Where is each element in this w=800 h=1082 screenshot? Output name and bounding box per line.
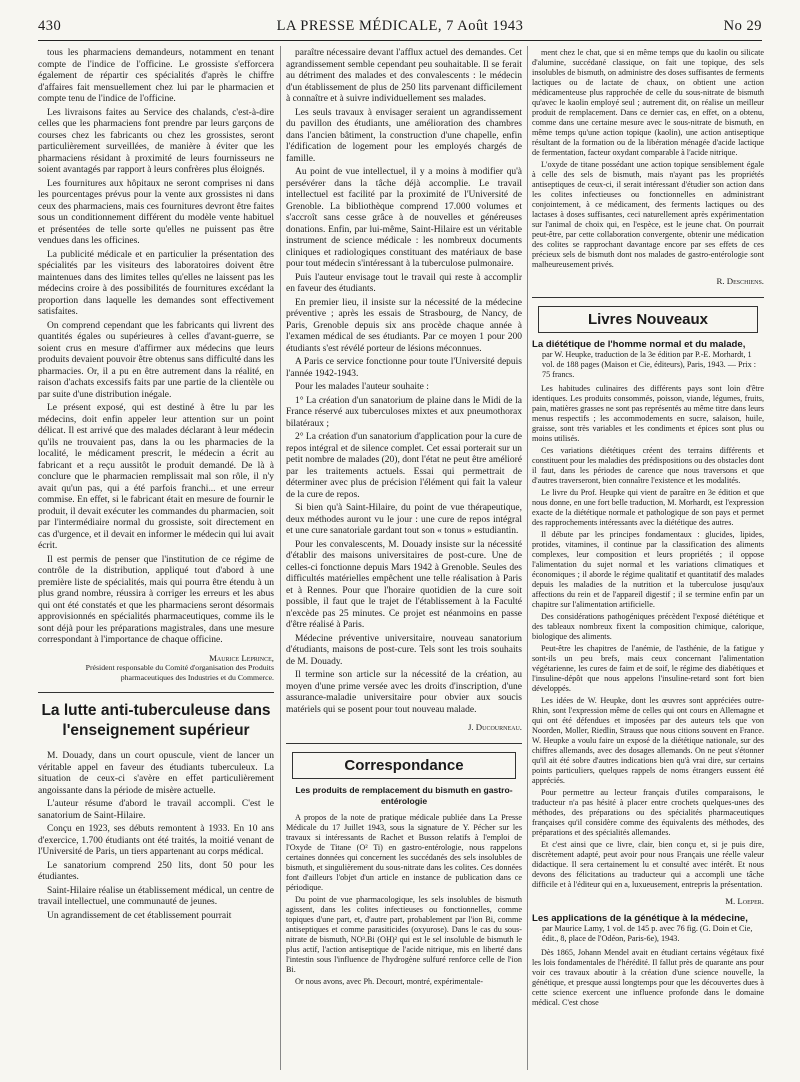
paragraph: Pour les malades l'auteur souhaite :: [295, 382, 429, 392]
paragraph: Le présent exposé, qui est destiné à être lu par les médecins, doit enfin appeler leur attention sur un point délicat. Il est arrivé que des malades déclarant à leur médecin qu'ils ne trouvaient pas, dans la ou les pharmacies de la localité, le médicament prescrit, le médecin a écrit au fabricant et a reçu aussitôt le produit demandé. De là à conclure que le pharmacien remplissait mal son rôle, il n'y avait qu'un pas, qui a été parfois franchi... et une erreur commise. En effet, si le fabricant était en mesure de fournir le produit, il devait exécuter les commandes du pharmacien, soit par l'intermédiaire normal du grossiste, soit directement en cas d'urgence, et il devait en informer le médecin qui lui avait écrit.: [38, 403, 274, 551]
article-body: [38, 751, 274, 922]
book-meta: par W. Heupke, traduction de la 3e édition par P.-E. Morhardt, 1 vol. de 188 pages (Maison et Cie, éditeurs), Paris, 1943. — Prix : 75 francs.: [542, 350, 756, 379]
paragraph: paraître nécessaire devant l'afflux actuel des demandes. Cet agrandissement semble cependant peu souhaitable. Il se ferait au détriment des malades et des convalescents : le médecin d'un établissement de plus de 250 lits parvenant difficilement à connaître et à suivre individuellement ses malades.: [286, 48, 522, 104]
section-separator: [532, 297, 764, 298]
column-1: [38, 48, 274, 1068]
running-header: [38, 18, 762, 38]
book-title: La diététique de l'homme normal et du malade,: [532, 338, 746, 350]
paragraph: Peut-être les chapitres de l'anémie, de l'asthénie, de la fatigue y sont-ils un peu brefs, mais ceux concernant l'alimentation végétarienne, les cures de faim et de soif, le régime des diabétiques et l'insuline-dépôt que nous appelons l'insuline-retard sont fort bien développés.: [532, 644, 764, 693]
article-body: [286, 813, 522, 987]
paragraph: Il débute par les principes fondamentaux : glucides, lipides, protides, vitamines, il continue par la classification des aliments complexes, leur composition et leurs propriétés ; il oppose l'alimentation du sujet normal et les variations climatiques et économiques ; il aborde le régime qualitatif et quantitatif des malades depuis les maladies de la nutrition et la tuberculose jusqu'aux affections du rein et de l'appareil digestif ; il se termine enfin par un chapitre sur l'alimentation artificielle.: [532, 530, 764, 609]
author-signature: R. Deschiens.: [716, 276, 764, 286]
paragraph: ment chez le chat, que si en même temps que du kaolin ou silicate d'alumine, succédané classique, on fait une topique, des sels insolubles de bismuth, on administre des doses suffisantes de ferments lactiques ou de lactate de chaux, on obtient une action médicamenteuse plus rapprochée de celle du sous-nitrate de bismuth qu'avec le kaolin employé seul ; autrement dit, on réalise un meilleur produit de remplacement. Dans ce dernier cas, en effet, on a obtenu, comme dans une certaine mesure avec le sous-nitrate de bismuth, en même temps qu'une action topique (kaolin), une action antiseptique résultant de la formation ou de la libération ménagée d'acide lactique de fermentation, facteur oxydant comparable à l'acide nitrique.: [532, 48, 764, 157]
paragraph: Des considérations pathogéniques précèdent l'exposé diététique et des tableaux nombreux fixent la composition chimique, calorique, biologique des aliments.: [532, 612, 764, 641]
paragraph: M. Douady, dans un court opuscule, vient de lancer un véritable appel en faveur des étudiants tuberculeux. La situation de ceux-ci s'avère en effet particulièrement angoissante dans la période de misère actuelle.: [38, 751, 274, 796]
column-3: [532, 48, 764, 1068]
paragraph: Saint-Hilaire réalise un établissement médical, un centre de travail intellectuel, une communauté de jeunes.: [38, 885, 274, 907]
paragraph: 2° La création d'un sanatorium d'application pour la cure de repos intégral et de silence complet. Cet essai porterait sur un petit nombre de malades (20), dont l'état ne peut être amélioré par les traitements actuels. Essai qui permettrait de déterminer avec plus de précision l'élément qui fait la valeur de la cure de repos.: [286, 432, 522, 500]
section-separator: [286, 743, 522, 744]
paragraph: Au point de vue intellectuel, il y a moins à modifier qu'à persévérer dans la tâche déjà accomplie. Le travail intellectuel est facilité par la proximité de l'Université de Grenoble. La bibliothèque comprend 17.000 volumes et s'accroît sans cesse grâce à de nouvelles et généreuses donations. Enfin, par lui-même, Saint-Hilaire est un véritable instrument de science médicale : les nombreux documents cliniques et radiologiques constituant des matériaux de base pour tout médecin s'intéressant à la tuberculose pulmonaire.: [286, 167, 522, 269]
paragraph: Les livraisons faites au Service des chalands, c'est-à-dire celles que les pharmaciens font prendre par leurs garçons de courses chez les fabricants ou chez les grossistes, seront particulièrement surveillées, de manière à éviter que les pharmaciens résidant à proximité de leurs fournisseurs ne soient avantagés par rapport à leurs confrères plus éloignés.: [38, 107, 274, 175]
paragraph: L'auteur résume d'abord le travail accompli. C'est le sanatorium de Saint-Hilaire.: [38, 799, 274, 821]
section-title: Correspondance: [292, 752, 516, 779]
book-meta: par Maurice Lamy, 1 vol. de 145 p. avec 76 fig. (G. Doin et Cie, édit., 8, place de l'Odéon, Paris-6e), 1943.: [542, 924, 753, 943]
paragraph: Médecine préventive universitaire, nouveau sanatorium d'étudiants, maisons de post-cure. Tels sont les trois souhaits de M. Douady.: [286, 633, 522, 667]
column-2: [286, 48, 522, 1068]
paragraph: En premier lieu, il insiste sur la nécessité de la médecine préventive ; après les essais de Strasbourg, de Nancy, de Paris, Grenoble depuis six ans procède chaque année à l'examen médical de ses étudiants. Par ce moyen 1 pour 200 étudiants s'est révélé porteur de lésions méconnues.: [286, 297, 522, 354]
book-title: Les applications de la génétique à la médecine,: [532, 912, 748, 924]
paragraph: Le livre du Prof. Heupke qui vient de paraître en 3e édition et que nous donne, en une fort belle traduction, M. Morhardt, est l'expression exacte de la diététique normale et pathologique de son pays et permet des rapprochements intéressants avec la diététique des autres.: [532, 488, 764, 527]
review-body: [532, 948, 764, 1008]
paragraph: Puis l'auteur envisage tout le travail qui reste à accomplir en faveur des étudiants.: [286, 272, 522, 294]
issue-number: No 29: [723, 18, 762, 34]
section-title: Livres Nouveaux: [538, 306, 758, 333]
column-divider: [280, 46, 281, 1070]
article-subtitle: Les produits de remplacement du bismuth en gastro-entérologie: [295, 784, 513, 806]
column-divider: [527, 46, 528, 1070]
paragraph: Pour les convalescents, M. Douady insiste sur la nécessité d'établir des maisons universitaires de post-cure. Une de celles-ci fonctionne depuis Mars 1942 à Grenoble. Seules des difficultés matérielles empêchent une telle réalisation à Paris et à Rennes. Pour que l'horaire quotidien de la cure soit possible, il faut que le trajet de l'établissement à la Faculté n'excède pas 25 minutes. Ce projet est néanmoins en passe d'être réalisé à Paris.: [286, 539, 522, 630]
paragraph: Or nous avons, avec Ph. Decourt, montré, expérimentale-: [295, 976, 484, 986]
section-separator: [38, 692, 274, 693]
article-body: [286, 48, 522, 716]
paragraph: 1° La création d'un sanatorium de plaine dans le Midi de la France réservé aux tuberculoses mixtes et aux pneumothorax bilatéraux ;: [286, 395, 522, 429]
paragraph: L'oxyde de titane possédant une action topique sensiblement égale à celle des sels de bismuth, mais n'ayant pas les propriétés antiseptiques de ceux-ci, il serait intéressant d'étudier son action dans les colites infectieuses ou fonctionnelles en administrant conjointement, à ce médicament, des ferments lactiques ou des lactases à doses suffisantes, ceci naturellement après expérimentation sur l'animal de choix qui, en l'espèce, est le jeune chat. On pourrait peut-être, par cette collaboration convergente, obtenir une médication des colites se rapprochant davantage encore par ses effets de ces précieux sels de bismuth dont nos malades de gastro-entérologie sont malheureusement privés.: [532, 160, 764, 269]
paragraph: Du point de vue pharmacologique, les sels insolubles de bismuth agissent, dans les colites infectieuses ou fonctionnelles, comme topiques d'une part, et, d'autre part, probablement par l'ion Bi, comme antiseptiques et comme parasiticides (oxyurose). Dans le cas du sous-nitrate de bismuth, NO³.Bi (OH)² qui est le sel insoluble de bismuth le plus actif, l'action antiseptique de l'acide nitrique, mis en liberté dans l'intestin sous l'influence de l'hydrogène sulfuré renforce celle de l'ion Bi.: [286, 894, 522, 974]
paragraph: tous les pharmaciens demandeurs, notamment en tenant compte de l'indice de l'officine. Le grossiste s'efforcera également de répartir ces spécialités d'après le chiffre d'affaires fait mensuellement chez lui par le pharmacien et compte tenu de l'indice de l'officine.: [38, 48, 274, 104]
paragraph: Et c'est ainsi que ce livre, clair, bien conçu et, si je puis dire, discrètement adapté, peut avoir pour nous Français une réelle valeur didactique. Il sera certainement lu et consulté avec intérêt. Et nous devons des félicitations au traducteur qui a accompli une tâche difficile et à l'éditeur qui en a, luxueusement, entrepris la présentation.: [532, 840, 764, 889]
paragraph: Il termine son article sur la nécessité de la création, au moyen d'une prime versée avec les droits d'inscription, d'une assurance-maladie universitaire pour obvier aux soucis matériels qui se posent pour tout nouveau malade.: [286, 670, 522, 715]
article-body: [38, 48, 274, 647]
review-body: [532, 384, 764, 890]
paragraph: Les idées de W. Heupke, dont les œuvres sont appréciées outre-Rhin, sont l'expression même de celles qui ont cours en Allemagne et qui ont été défendues et imposées par des auteurs tels que von Noorden, Moller, Riedlin, Strauss que nous citions souvent en France. W. Heupke a voulu faire un exposé de la diététique nationale, sur des chiffres allemands, avec des dosages allemands. On ne peut s'étonner qu'il ait été sobre d'autres indications bien qu'à vrai dire, sur certains points particuliers, quelques rappels de noms étrangers eussent été appréciés.: [532, 696, 764, 785]
author-signature: M. Loeper.: [725, 896, 764, 906]
journal-title: LA PRESSE MÉDICALE, 7 Août 1943: [276, 18, 524, 34]
author-signature: Maurice Leprince,: [209, 652, 274, 663]
paragraph: A Paris ce service fonctionne pour toute l'Université depuis l'année 1942-1943.: [286, 357, 522, 379]
paragraph: Si bien qu'à Saint-Hilaire, du point de vue thérapeutique, deux méthodes auront vu le jour : une cure de repos intégral et une cure sanatoriale gardant tout son « tonus » estudiantin.: [286, 503, 522, 536]
paragraph: On comprend cependant que les fabricants qui livrent des quantités égales ou supérieures à celles d'avant-guerre, se soient crus en mesure d'affirmer aux médecins que leurs produits devaient pouvoir être obtenus sans difficulté dans les pharmacies. Or, il a pu en être autrement dans la réalité, en raison d'achats excessifs faits par une partie de la clientèle ou par suite d'une distribution inégale.: [38, 320, 274, 400]
header-rule: [38, 40, 762, 41]
paragraph: Ces variations diététiques créent des terrains différents et constituent pour les maladies des prédispositions ou des obstacles dont il faut, dans les périodes de carence que nous traversons et que d'autres traverseront, bien connaître l'existence et les modalités.: [532, 446, 764, 485]
page-number: 430: [38, 18, 62, 34]
paragraph: Il est permis de penser que l'institution de ce régime de contrôle de la distribution, appliqué tout d'abord à une première liste de spécialités, mais qui pourra être étendu à un plus grand nombre, réussira à corriger les erreurs et les abus qui ont été constatés et que les pharmaciens seront désormais approvisionnés en spécialités pharmaceutiques, comme ils le sont déjà pour les préparations magistrales, dans une mesure correspondant à l'importance de chaque officine.: [38, 554, 274, 645]
author-signature: J. Ducourneau.: [467, 722, 522, 732]
paragraph: Le sanatorium comprend 250 lits, dont 50 pour les étudiantes.: [38, 860, 274, 882]
paragraph: Pour permettre au lecteur français d'utiles comparaisons, le traducteur n'a pas hésité à placer entre crochets quelques-unes des méthodes, des préparations ou des spécialités pharmaceutiques françaises qu'il considère comme des équivalents des méthodes, des préparations et des spécialités allemandes.: [532, 788, 764, 837]
paragraph: A propos de la note de pratique médicale publiée dans La Presse Médicale du 17 Juillet 1943, sous la signature de Y. Pécher sur les travaux si intéressants de Rachet et Busson relatifs à l'emploi de l'Oxyde de Titane (O² Ti) en gastro-entérologie, nous rappelons certaines données qui concernent les succédanés des sels insolubles de bismuth, et singulièrement du sous-nitrate dans les colites. Ces données font d'ailleurs l'objet d'un article en instance de publication dans ce périodique.: [286, 812, 522, 892]
article-body: [532, 48, 764, 270]
article-title: La lutte anti-tuberculeuse dans l'enseignement supérieur: [41, 702, 271, 739]
author-role: Président responsable du Comité d'organisation des Produits pharmaceutiques des Industries et du Commerce.: [85, 663, 274, 682]
paragraph: Les seuls travaux à envisager seraient un agrandissement du pavillon des étudiants, une amélioration des chambres dans l'ancien bâtiment, la construction d'une chapelle, enfin l'édification de logement pour les employés chargés de famille.: [286, 107, 522, 164]
paragraph: Un agrandissement de cet établissement pourrait: [47, 910, 232, 921]
paragraph: La publicité médicale et en particulier la présentation des spécialités par les visiteurs des laboratoires doivent être maintenues dans des limites telles qu'elles ne laissent pas les médecins croire à des possibilités de fournitures excédant la proportion dans laquelle les demandes sont effectivement satisfaites.: [38, 249, 274, 317]
paragraph: Conçu en 1923, ses débuts remontent à 1933. En 10 ans d'exercice, 1.700 étudiants ont été traités, la moitié venant de l'Université de Paris, un tiers appartenant au corps médical.: [38, 824, 274, 857]
paragraph: Les habitudes culinaires des différents pays sont loin d'être identiques. Les produits consommés, poisson, viande, légumes, fruits, pain, matières grasses ne sont pas représentés au même titre dans leurs menus respectifs ; les accommodements en sucre, salaison, huile, graisse, sont très variables et les condiments et épices sont plus ou moins utilisés.: [532, 384, 764, 443]
paragraph: Dès 1865, Johann Mendel avait en étudiant certains végétaux fixé les lois fondamentales de l'hérédité. Il fallut près de quarante ans pour voir ces travaux aboutir à la création d'une science nouvelle, la génétique, et presque aussi longtemps pour que les découvertes dues à cette science exercent une influence profonde dans le domaine médical. C'est chose: [532, 948, 764, 1007]
paragraph: Les fournitures aux hôpitaux ne seront comprises ni dans les pourcentages prévus pour la vente aux grossistes ni dans ceux des pharmaciens, mais ces fournitures devront être faites sous un conditionnement différent du modèle vente habituel et présentées de telle sorte qu'elles ne puissent pas être vendues dans les officines.: [38, 178, 274, 246]
